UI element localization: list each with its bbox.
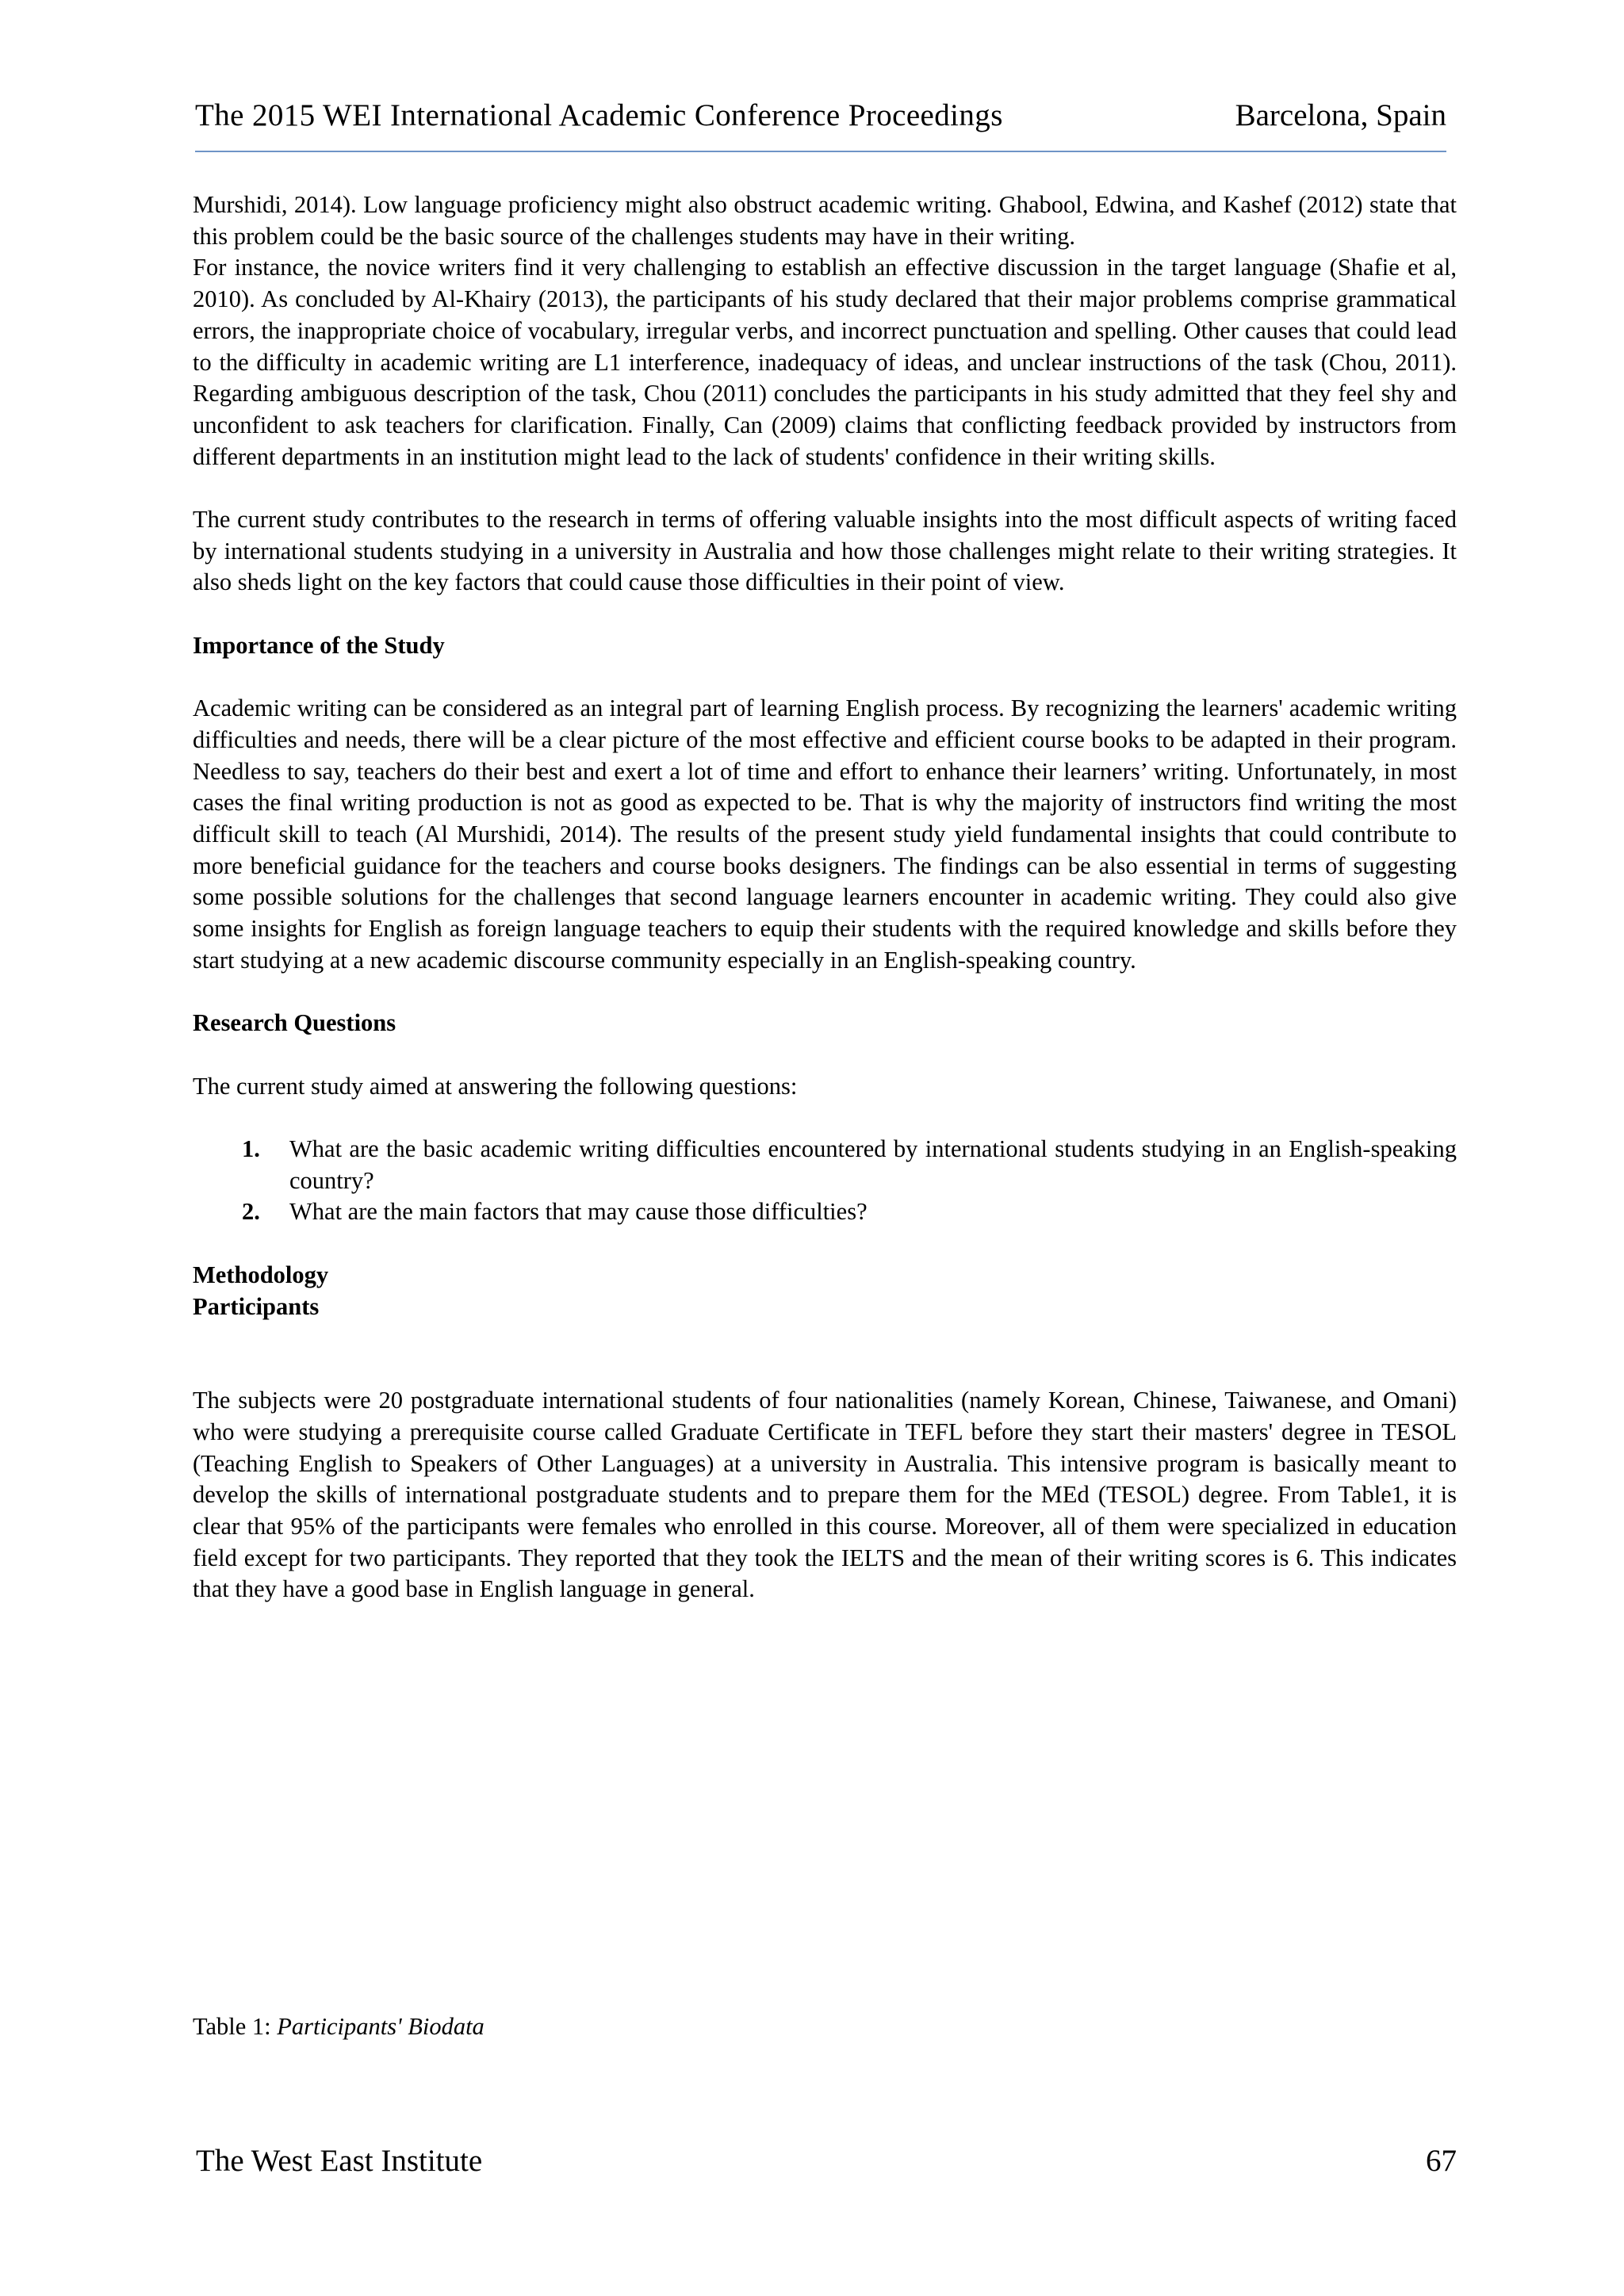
research-questions-list [193,1134,1457,1228]
section-heading-participants: Participants [193,1292,320,1320]
footer-institute: The West East Institute [196,2144,483,2178]
running-header [195,94,1446,138]
list-item-number: 2. [242,1198,260,1226]
paragraph: For instance, the novice writers find it very challenging to establish an effective discussion in the target language (Shafie et al, 2010). As concluded by Al-Khairy (2013), the participants of his study declared that their major problems comprise grammatical errors, the inappropriate choice of vocabulary, irregular verbs, and incorrect punctuation and spelling. Other causes that could lead to the difficulty in academic writing are L1 interference, inadequacy of ideas, and unclear instructions of the task (Chou, 2011). Regarding ambiguous description of the task, Chou (2011) concludes the participants in his study admitted that they feel shy and unconfident to ask teachers for clarification. Finally, Can (2009) claims that conflicting feedback provided by instructors from different departments in an institution might lead to the lack of students' confidence in their writing skills. [193,254,1457,470]
document-body [193,189,1457,1605]
section-heading-research-questions: Research Questions [193,1009,396,1037]
paragraph: The current study aimed at answering the following questions: [193,1072,798,1100]
list-item [193,1134,1457,1196]
page-footer [196,2141,1457,2182]
paragraph: Murshidi, 2014). Low language proficiency might also obstruct academic writing. Ghabool, Edwina, and Kashef (2012) state that this problem could be the basic source of the challenges students may have in their writing. [193,191,1457,250]
paragraph: The current study contributes to the research in terms of offering valuable insights into the most difficult aspects of writing faced by international students studying in a university in Australia and how those challenges might relate to their writing strategies. It also sheds light on the key factors that could cause those difficulties in their point of view. [193,506,1457,596]
header-divider [195,151,1446,152]
paragraph: Academic writing can be considered as an integral part of learning English process. By recognizing the learners' academic writing difficulties and needs, there will be a clear picture of the most effective and efficient course books to be adapted in their program. Needless to say, teachers do their best and exert a lot of time and effort to enhance their learners’ writing. Unfortunately, in most cases the final writing production is not as good as expected to be. That is why the majority of instructors find writing the most difficult skill to teach (Al Murshidi, 2014). The results of the present study yield fundamental insights that could contribute to more beneficial guidance for the teachers and course books designers. The findings can be also essential in terms of suggesting some possible solutions for the challenges that second language learners encounter in academic writing. They could also give some insights for English as foreign language teachers to equip their students with the required knowledge and skills before they start studying at a new academic discourse community especially in an English-speaking country. [193,695,1457,974]
table-caption-label: Table 1: [193,2013,278,2040]
page-number: 67 [1426,2144,1457,2178]
paragraph: The subjects were 20 postgraduate international students of four nationalities (namely Korean, Chinese, Taiwanese, and Omani) who were studying a prerequisite course called Graduate Certificate in TEFL before they start their masters' degree in TESOL (Teaching English to Speakers of Other Languages) at a university in Australia. This intensive program is basically meant to develop the skills of international postgraduate students and to prepare them for the MEd (TESOL) degree. From Table1, it is clear that 95% of the participants were females who enrolled in this course. Moreover, all of them were specialized in education field except for two participants. They reported that they took the IELTS and the mean of their writing scores is 6. This indicates that they have a good base in English language in general. [193,1387,1457,1603]
section-heading-methodology: Methodology [193,1261,329,1288]
table-caption-title: Participants' Biodata [277,2013,485,2040]
conference-title: The 2015 WEI International Academic Conference Proceedings [195,98,1003,132]
list-item-number: 1. [242,1135,260,1162]
conference-location: Barcelona, Spain [1235,98,1446,132]
list-item-text: What are the main factors that may cause those difficulties? [289,1198,868,1226]
list-item-text: What are the basic academic writing difficulties encountered by international students studying in an English-speaking country? [289,1135,1457,1194]
table-caption [193,2011,485,2042]
section-heading-importance: Importance of the Study [193,631,445,659]
list-item [193,1196,1457,1228]
